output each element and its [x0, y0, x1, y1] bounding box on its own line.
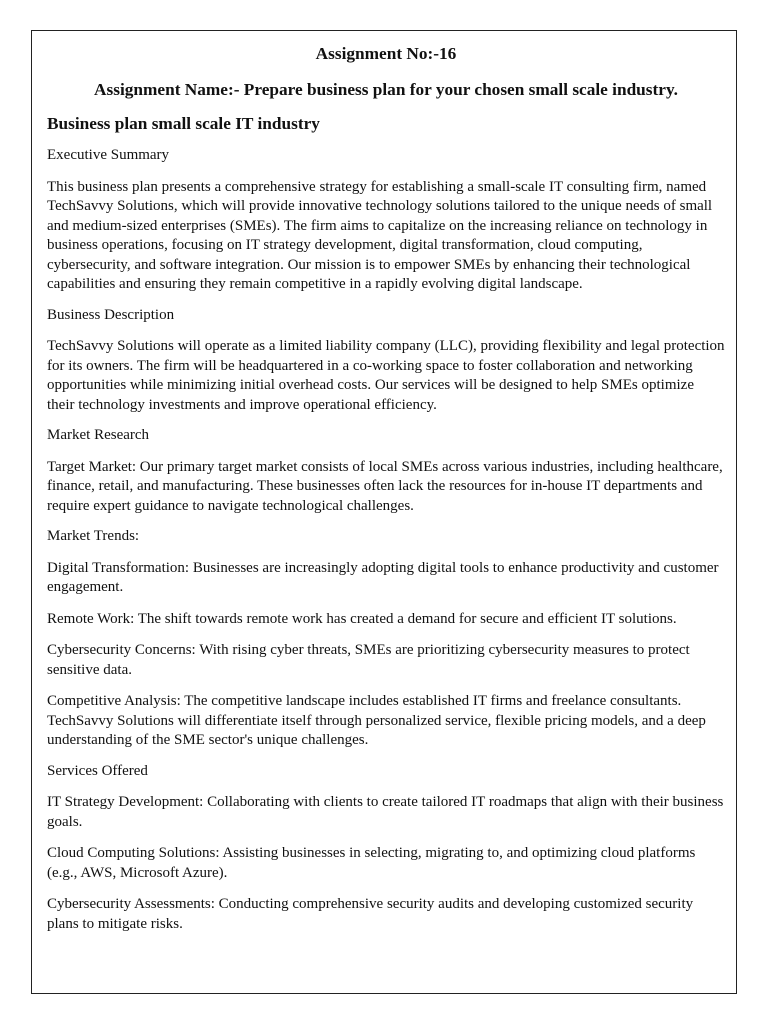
- cybersecurity-assessments-paragraph: Cybersecurity Assessments: Conducting comprehensive security audits and developing customized security plans to mitigate risks.: [47, 896, 694, 932]
- competitive-analysis-paragraph: Competitive Analysis: The competitive landscape includes established IT firms and freelance consultants. TechSavvy Solutions will differentiate itself through personalized service, flexible pricing models, and a deep understanding of the SME sector's unique challenges.: [47, 693, 706, 748]
- executive-summary-heading: Executive Summary: [47, 147, 170, 163]
- remote-work-paragraph: Remote Work: The shift towards remote work has created a demand for secure and efficient IT solutions.: [47, 610, 677, 627]
- services-offered-heading: Services Offered: [47, 762, 148, 779]
- target-market-paragraph: Target Market: Our primary target market consists of local SMEs across various industries, including healthcare, finance, retail, and manufacturing. These businesses often lack the resources for in-house IT departments and require expert guidance to navigate technological challenges.: [47, 458, 723, 514]
- assignment-number: Assignment No:-16: [315, 44, 457, 63]
- market-trends-heading: Market Trends:: [47, 528, 140, 544]
- main-heading: Business plan small scale IT industry: [47, 114, 320, 133]
- page-border: [31, 30, 737, 994]
- business-description-heading: Business Description: [47, 306, 175, 323]
- document-body: [47, 43, 725, 934]
- assignment-name: Assignment Name:- Prepare business plan for your chosen small scale industry.: [94, 80, 678, 99]
- executive-summary-paragraph: This business plan presents a comprehensive strategy for establishing a small-scale IT consulting firm, named TechSavvy Solutions, which will provide innovative technology solutions tailored to the unique needs of small and medium-sized enterprises (SMEs). The firm aims to capitalize on the increasing reliance on technology in business operations, focusing on IT strategy development, digital transformation, cloud computing, cybersecurity, and software integration. Our mission is to empower SMEs by enhancing their technological capabilities and ensuring they remain competitive in a rapidly evolving digital landscape.: [47, 178, 713, 292]
- cloud-computing-paragraph: Cloud Computing Solutions: Assisting businesses in selecting, migrating to, and optimizing cloud platforms (e.g., AWS, Microsoft Azure).: [47, 845, 696, 881]
- it-strategy-paragraph: IT Strategy Development: Collaborating with clients to create tailored IT roadmaps that align with their business goals.: [47, 794, 724, 830]
- market-research-heading: Market Research: [47, 427, 150, 443]
- business-description-paragraph: TechSavvy Solutions will operate as a limited liability company (LLC), providing flexibility and legal protection for its owners. The firm will be headquartered in a co-working space to foster collaboration and networking opportunities while minimizing initial overhead costs. Our services will be designed to help SMEs optimize their technology investments and improve operational efficiency.: [47, 338, 725, 413]
- digital-transformation-paragraph: Digital Transformation: Businesses are increasingly adopting digital tools to enhance productivity and customer engagement.: [47, 559, 719, 595]
- cybersecurity-concerns-paragraph: Cybersecurity Concerns: With rising cyber threats, SMEs are prioritizing cybersecurity measures to protect sensitive data.: [47, 642, 690, 678]
